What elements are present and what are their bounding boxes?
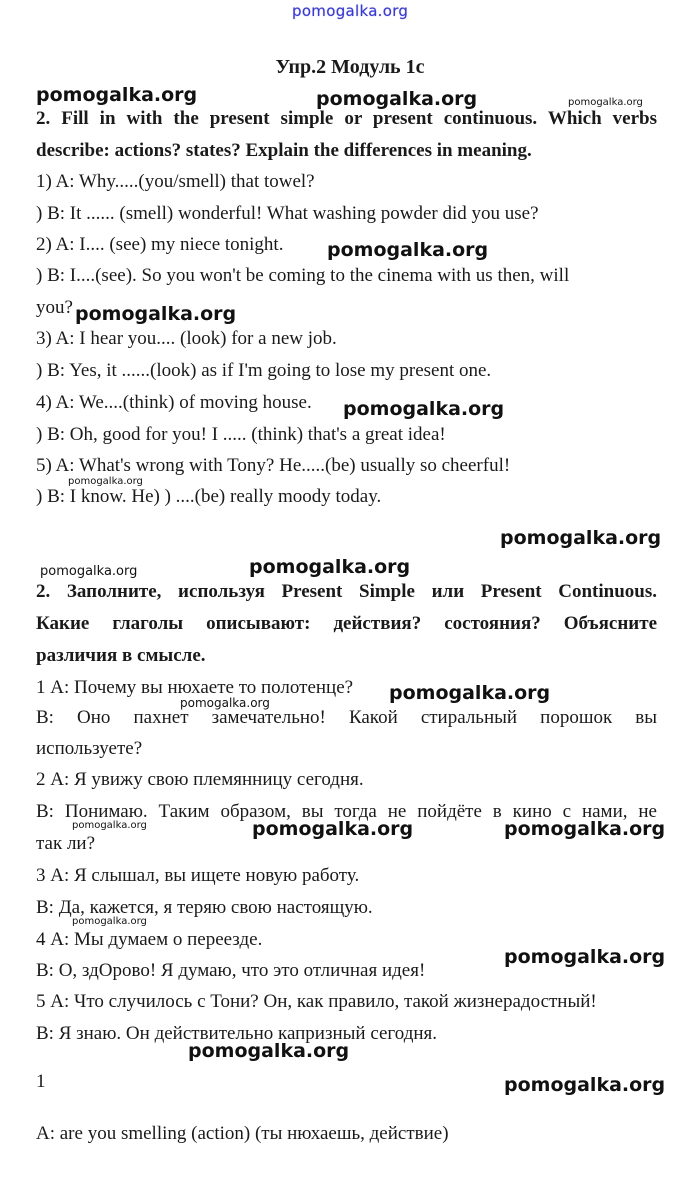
watermark: pomogalka.org	[40, 564, 138, 579]
watermark: pomogalka.org	[72, 820, 147, 831]
russian-line: 5 А: Что случилось с Тони? Он, как правило, такой жизнерадостный!	[36, 991, 597, 1012]
english-line: 3) A: I hear you.... (look) for a new job.	[36, 328, 337, 349]
english-line: you?	[36, 297, 73, 318]
watermark: pomogalka.org	[75, 303, 237, 325]
watermark: pomogalka.org	[504, 818, 666, 840]
english-line: 5) A: What's wrong with Tony? He.....(be) usually so cheerful!	[36, 455, 511, 476]
watermark: pomogalka.org	[389, 682, 551, 704]
watermark: pomogalka.org	[504, 946, 666, 968]
english-line: ) B: Oh, good for you! I ..... (think) that's a great idea!	[36, 424, 446, 445]
english-line: ) B: It ...... (smell) wonderful! What washing powder did you use?	[36, 203, 539, 224]
watermark: pomogalka.org	[316, 88, 478, 110]
russian-line: 4 А: Мы думаем о переезде.	[36, 929, 263, 950]
english-line: ) B: Yes, it ......(look) as if I'm going to lose my present one.	[36, 360, 492, 381]
russian-line: В: О, здОрово! Я думаю, что это отличная идея!	[36, 960, 426, 981]
russian-line: В: Я знаю. Он действительно капризный сегодня.	[36, 1023, 438, 1044]
watermark: pomogalka.org	[36, 84, 198, 106]
english-line: ) B: I....(see). So you won't be coming to the cinema with us then, will	[36, 265, 570, 286]
russian-line: используете?	[36, 738, 143, 759]
watermark: pomogalka.org	[343, 398, 505, 420]
russian-line: 2 А: Я увижу свою племянницу сегодня.	[36, 769, 364, 790]
watermark: pomogalka.org	[252, 818, 414, 840]
watermark: pomogalka.org	[568, 97, 643, 108]
english-instruction-line-2: describe: actions? states? Explain the differences in meaning.	[36, 140, 532, 161]
russian-line: 3 А: Я слышал, вы ищете новую работу.	[36, 865, 360, 886]
exercise-title: Упр.2 Модуль 1с	[275, 56, 425, 78]
watermark: pomogalka.org	[500, 527, 662, 549]
answer-line: A: are you smelling (action) (ты нюхаешь, действие)	[36, 1123, 449, 1144]
watermark: pomogalka.org	[72, 916, 147, 927]
site-link[interactable]: pomogalka.org	[292, 2, 409, 20]
watermark: pomogalka.org	[180, 696, 270, 710]
english-line: 1) A: Why.....(you/smell) that towel?	[36, 171, 315, 192]
english-line: 4) A: We....(think) of moving house.	[36, 392, 312, 413]
watermark: pomogalka.org	[68, 476, 143, 487]
russian-line: так ли?	[36, 833, 96, 854]
russian-instruction-line-1: 2. Заполните, используя Present Simple или Present Continuous.	[36, 581, 657, 602]
watermark: pomogalka.org	[504, 1074, 666, 1096]
watermark: pomogalka.org	[188, 1040, 350, 1062]
russian-instruction-line-3: различия в смысле.	[36, 645, 206, 666]
watermark: pomogalka.org	[249, 556, 411, 578]
english-line: 2) A: I.... (see) my niece tonight.	[36, 234, 284, 255]
answer-number: 1	[36, 1071, 46, 1092]
russian-line: В: Понимаю. Таким образом, вы тогда не пойдёте в кино с нами, не	[36, 801, 657, 822]
russian-instruction-line-2: Какие глаголы описывают: действия? состояния? Объясните	[36, 613, 657, 634]
english-line: ) B: I know. He) ) ....(be) really moody today.	[36, 486, 382, 507]
watermark: pomogalka.org	[327, 239, 489, 261]
russian-line: В: Оно пахнет замечательно! Какой стиральный порошок вы	[36, 707, 657, 728]
russian-line: В: Да, кажется, я теряю свою настоящую.	[36, 897, 373, 918]
russian-line: 1 А: Почему вы нюхаете то полотенце?	[36, 677, 354, 698]
english-instruction-line-1: 2. Fill in with the present simple or present continuous. Which verbs	[36, 108, 657, 129]
